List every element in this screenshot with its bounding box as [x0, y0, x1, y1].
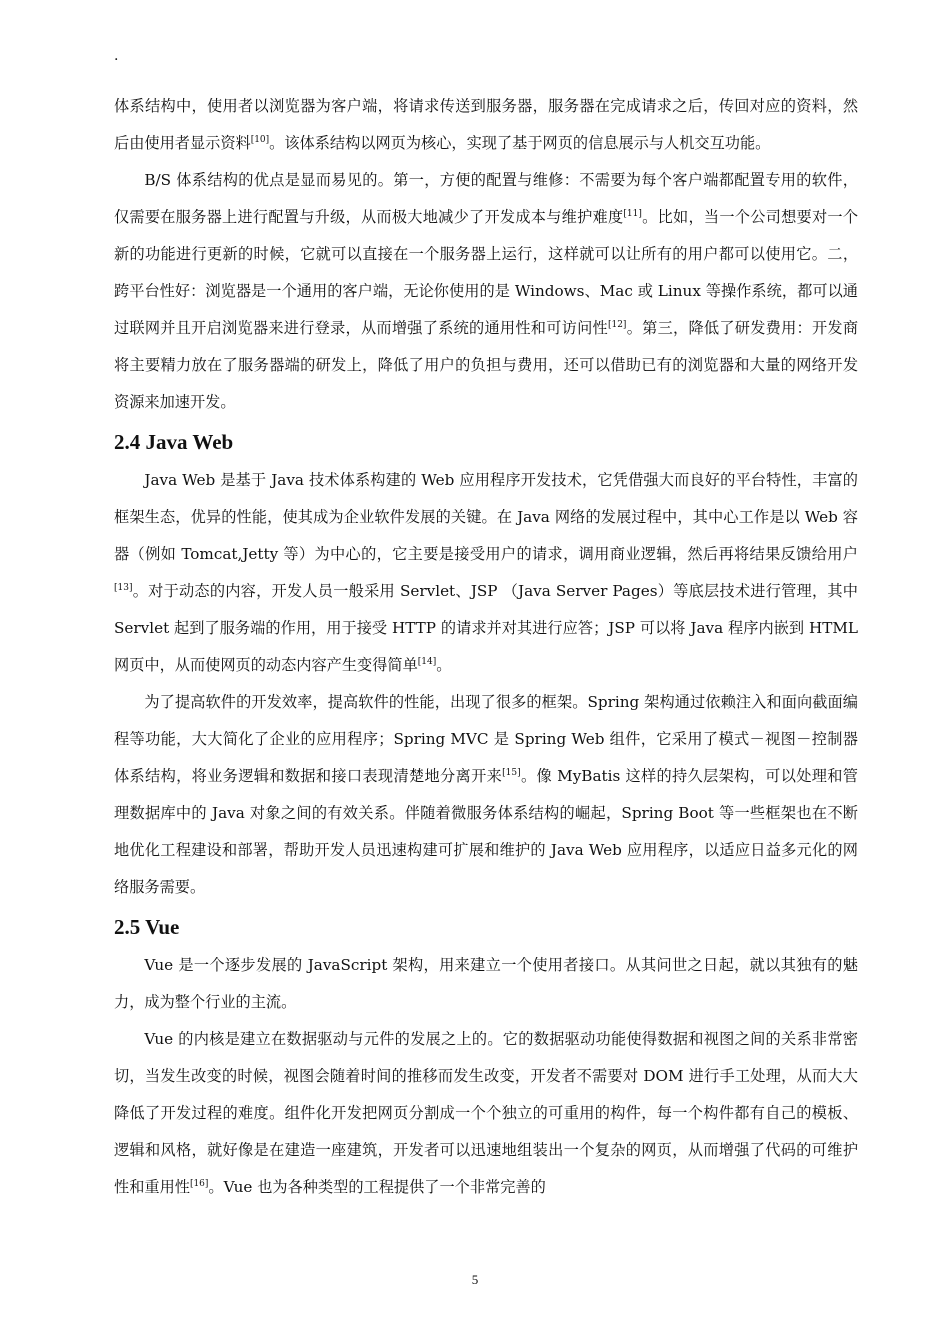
text-run: 。Vue 也为各种类型的工程提供了一个非常完善的: [208, 1178, 546, 1196]
text-run: 。该体系结构以网页为核心，实现了基于网页的信息展示与人机交互功能。: [269, 134, 771, 152]
citation-ref: [11]: [623, 208, 642, 219]
body-paragraph: [114, 162, 858, 421]
text-run: 。比如，当一个公司想要对一个新的功能进行更新的时候，它就可以直接在一个服务器上运行，这样就可以让所有的用户都可以使用它。二，跨平台性好：浏览器是一个通用的客户端，无论你使用的是 Windows、Mac 或 Linux 等操作系统，都可以通过联网并且开启浏览器来进行登录，从而增强了系统的通用性和可访问性: [114, 208, 859, 337]
text-run: 为了提高软件的开发效率，提高软件的性能，出现了很多的框架。Spring 架构通过依赖注入和面向截面编程等功能，大大简化了企业的应用程序；Spring MVC 是 Spring Web 组件，它采用了模式－视图－控制器体系结构，将业务逻辑和数据和接口表现清楚地分离开来: [114, 693, 858, 785]
page-number: 5: [471, 1272, 479, 1287]
citation-ref: [16]: [189, 1178, 209, 1189]
body-paragraph: [114, 947, 858, 1021]
text-run: 。: [436, 656, 452, 674]
text-run: Java Web 是基于 Java 技术体系构建的 Web 应用程序开发技术，它凭借强大而良好的平台特性，丰富的框架生态，优异的性能，使其成为企业软件发展的关键。在 Java 网络的发展过程中，其中心工作是以 Web 容器（例如 Tomcat,Jetty 等）为中心的，它主要是接受用户的请求，调用商业逻辑，然后再将结果反馈给用户: [114, 471, 858, 563]
text-run: 。对于动态的内容，开发人员一般采用 Servlet、JSP （Java Server Pages）等底层技术进行管理，其中 Servlet 起到了服务端的作用，用于接受 HTTP 的请求并对其进行应答；JSP 可以将 Java 程序内嵌到 HTML 网页中，从而使网页的动态内容产生变得简单: [114, 582, 858, 674]
document-body: [114, 88, 858, 1206]
citation-ref: [13]: [114, 582, 133, 593]
text-run: 。像 MyBatis 这样的持久层架构，可以处理和管理数据库中的 Java 对象之间的有效关系。伴随着微服务体系结构的崛起，Spring Boot 等一些框架也在不断地优化工程建设和部署，帮助开发人员迅速构建可扩展和维护的 Java Web 应用程序，以适应日益多元化的网络服务需要。: [114, 767, 858, 896]
text-run: B/S 体系结构的优点是显而易见的。第一，方便的配置与维修：不需要为每个客户端都配置专用的软件，仅需要在服务器上进行配置与升级，从而极大地减少了开发成本与维护难度: [114, 171, 858, 226]
page-marker: .: [114, 48, 119, 64]
text-run: Vue 是一个逐步发展的 JavaScript 架构，用来建立一个使用者接口。从其问世之日起，就以其独有的魅力，成为整个行业的主流。: [114, 956, 858, 1011]
citation-ref: [14]: [417, 656, 437, 667]
section-heading: 2.5 Vue: [114, 915, 180, 939]
section-heading: 2.4 Java Web: [114, 430, 234, 454]
citation-ref: [10]: [250, 134, 270, 145]
body-paragraph: [114, 1021, 858, 1206]
citation-ref: [15]: [502, 767, 521, 778]
body-paragraph: [114, 462, 858, 684]
text-run: 。第三，降低了研发费用：开发商将主要精力放在了服务器端的研发上，降低了用户的负担与费用，还可以借助已有的浏览器和大量的网络开发资源来加速开发。: [114, 319, 859, 411]
body-paragraph: [114, 88, 858, 162]
citation-ref: [12]: [607, 319, 627, 330]
body-paragraph: [114, 684, 858, 906]
text-run: 体系结构中，使用者以浏览器为客户端，将请求传送到服务器，服务器在完成请求之后，传回对应的资料，然后由使用者显示资料: [114, 97, 858, 152]
text-run: Vue 的内核是建立在数据驱动与元件的发展之上的。它的数据驱动功能使得数据和视图之间的关系非常密切，当发生改变的时候，视图会随着时间的推移而发生改变，开发者不需要对 DOM 进行手工处理，从而大大降低了开发过程的难度。组件化开发把网页分割成一个个独立的可重用的构件，每一个构件都有自己的模板、逻辑和风格，就好像是在建造一座建筑，开发者可以迅速地组装出一个复杂的网页，从而增强了代码的可维护性和重用性: [114, 1030, 858, 1196]
